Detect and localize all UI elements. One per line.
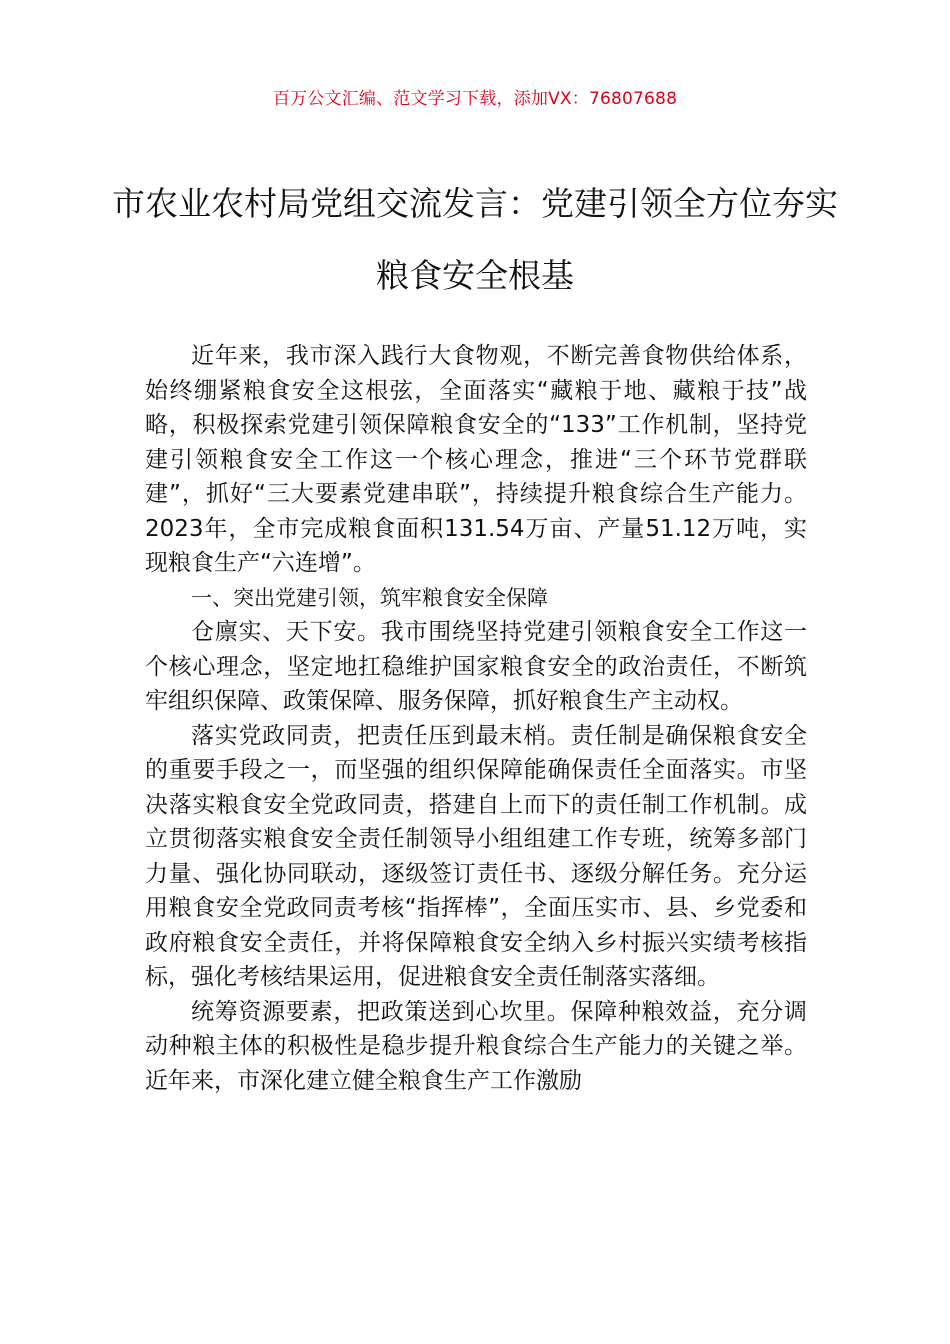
paragraph-intro: 近年来，我市深入践行大食物观，不断完善食物供给体系，始终绷紧粮食安全这根弦，全面落实“藏粮于地、藏粮于技”战略，积极探索党建引领保障粮食安全的“133”工作机制，坚持党建引领粮食安全工作这一个核心理念，推进“三个环节党群联建”，抓好“三大要素党建串联”，持续提升粮食综合生产能力。2023年，全市完成粮食面积131.54万亩、产量51.12万吨，实现粮食生产“六连增”。	[145, 343, 807, 576]
section-heading-1: 一、突出党建引领，筑牢粮食安全保障	[191, 585, 548, 610]
document-body	[145, 339, 807, 1098]
paragraph-section-intro: 仓廪实、天下安。我市围绕坚持党建引领粮食安全工作这一个核心理念，坚定地扛稳维护国家粮食安全的政治责任，不断筑牢组织保障、政策保障、服务保障，抓好粮食生产主动权。	[145, 619, 807, 714]
paragraph-resources: 统筹资源要素，把政策送到心坎里。保障种粮效益，充分调动种粮主体的积极性是稳步提升粮食综合生产能力的关键之举。近年来，市深化建立健全粮食生产工作激励	[145, 998, 807, 1094]
document-title: 市农业农村局党组交流发言：党建引领全方位夯实粮食安全根基	[112, 184, 838, 295]
header-watermark-note: 百万公文汇编、范文学习下载，添加VX：76807688	[272, 89, 678, 109]
paragraph-responsibility: 落实党政同责，把责任压到最末梢。责任制是确保粮食安全的重要手段之一，而坚强的组织保障能确保责任全面落实。市坚决落实粮食安全党政同责，搭建自上而下的责任制工作机制。成立贯彻落实粮食安全责任制领导小组组建工作专班，统筹多部门力量、强化协同联动，逐级签订责任书、逐级分解任务。充分运用粮食安全党政同责考核“指挥棒”，全面压实市、县、乡党委和政府粮食安全责任，并将保障粮食安全纳入乡村振兴实绩考核指标，强化考核结果运用，促进粮食安全责任制落实落细。	[145, 722, 807, 990]
